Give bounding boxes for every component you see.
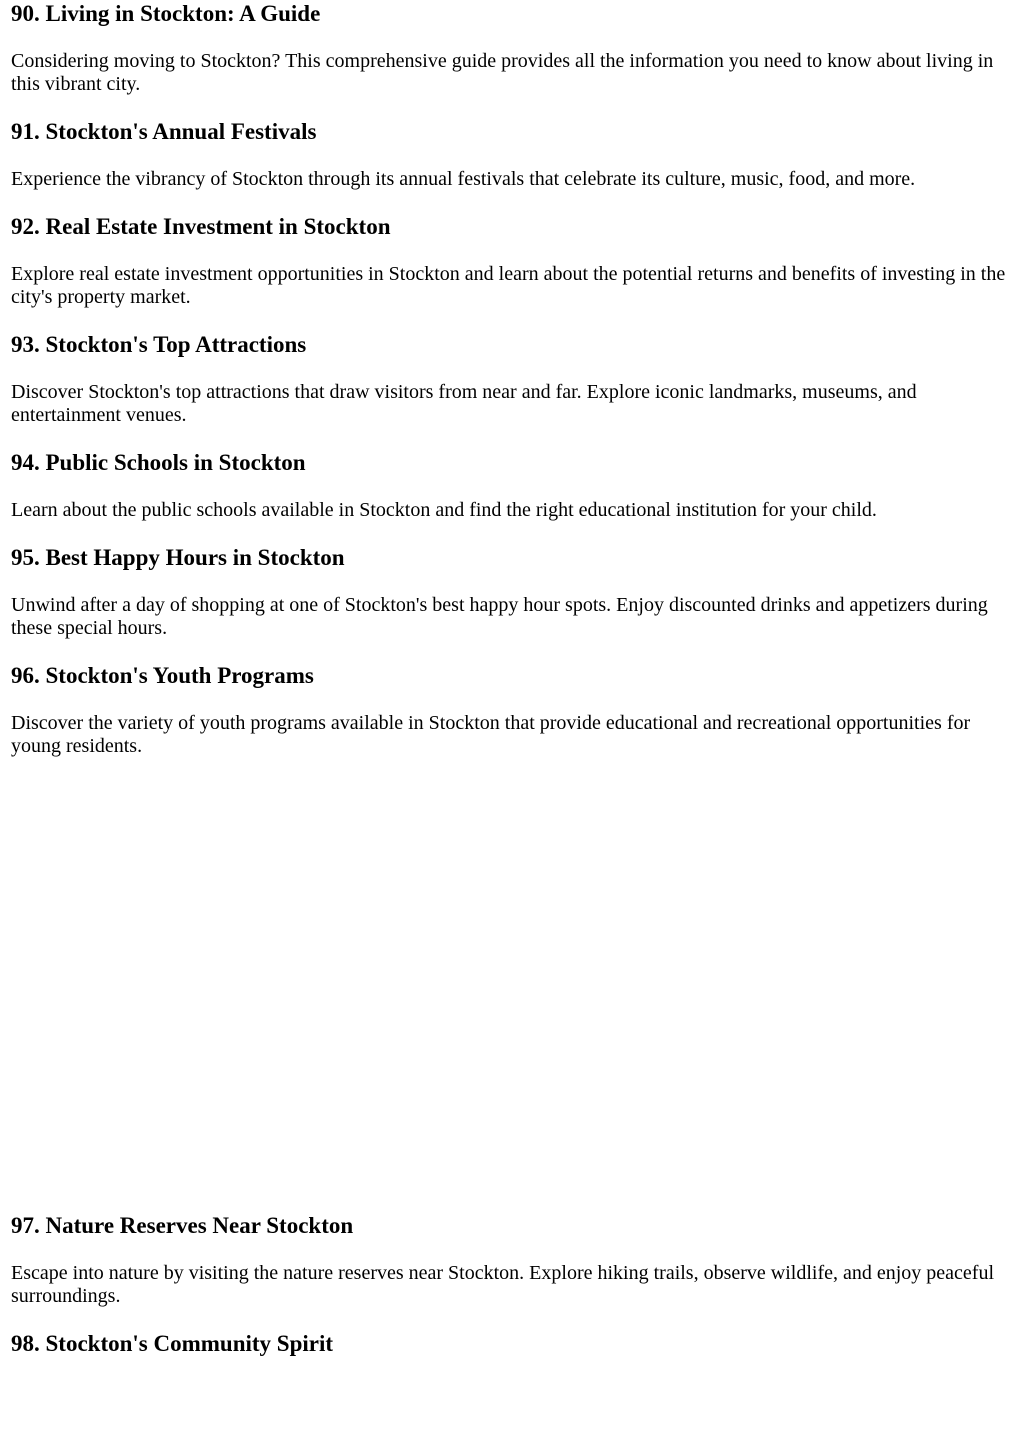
- section-title: 96. Stockton's Youth Programs: [11, 663, 314, 688]
- section-text: Unwind after a day of shopping at one of Stockton's best happy hour spots. Enjoy discounted drinks and appetizers during these special hours.: [11, 594, 988, 639]
- section-96: [11, 662, 1011, 758]
- section-98: [11, 1330, 1011, 1358]
- section-title: 90. Living in Stockton: A Guide: [11, 1, 321, 26]
- section-text: Discover Stockton's top attractions that draw visitors from near and far. Explore iconic landmarks, museums, and entertainment venues.: [11, 381, 917, 426]
- section-91: [11, 118, 1011, 191]
- section-92: [11, 213, 1011, 309]
- section-97: [11, 1212, 1011, 1308]
- section-text: Experience the vibrancy of Stockton through its annual festivals that celebrate its culture, music, food, and more.: [11, 168, 916, 190]
- section-90: [11, 0, 1011, 96]
- section-93: [11, 331, 1011, 427]
- section-94: [11, 449, 1011, 522]
- section-text: Discover the variety of youth programs available in Stockton that provide educational and recreational opportunities for young residents.: [11, 712, 971, 757]
- section-text: Considering moving to Stockton? This comprehensive guide provides all the information you need to know about living in this vibrant city.: [11, 50, 994, 95]
- section-title: 93. Stockton's Top Attractions: [11, 332, 307, 357]
- section-text: Learn about the public schools available in Stockton and find the right educational institution for your child.: [11, 499, 877, 521]
- blank-space: [11, 758, 1011, 1212]
- section-title: 94. Public Schools in Stockton: [11, 450, 306, 475]
- section-title: 92. Real Estate Investment in Stockton: [11, 214, 391, 239]
- section-95: [11, 544, 1011, 640]
- section-title: 91. Stockton's Annual Festivals: [11, 119, 317, 144]
- section-text: Escape into nature by visiting the nature reserves near Stockton. Explore hiking trails, observe wildlife, and enjoy peaceful surroundings.: [11, 1262, 995, 1307]
- section-title: 95. Best Happy Hours in Stockton: [11, 545, 345, 570]
- section-text: Explore real estate investment opportunities in Stockton and learn about the potential returns and benefits of investing in the city's property market.: [11, 263, 1006, 308]
- article-list: [11, 0, 1011, 1358]
- section-title: 98. Stockton's Community Spirit: [11, 1331, 334, 1356]
- section-title: 97. Nature Reserves Near Stockton: [11, 1213, 354, 1238]
